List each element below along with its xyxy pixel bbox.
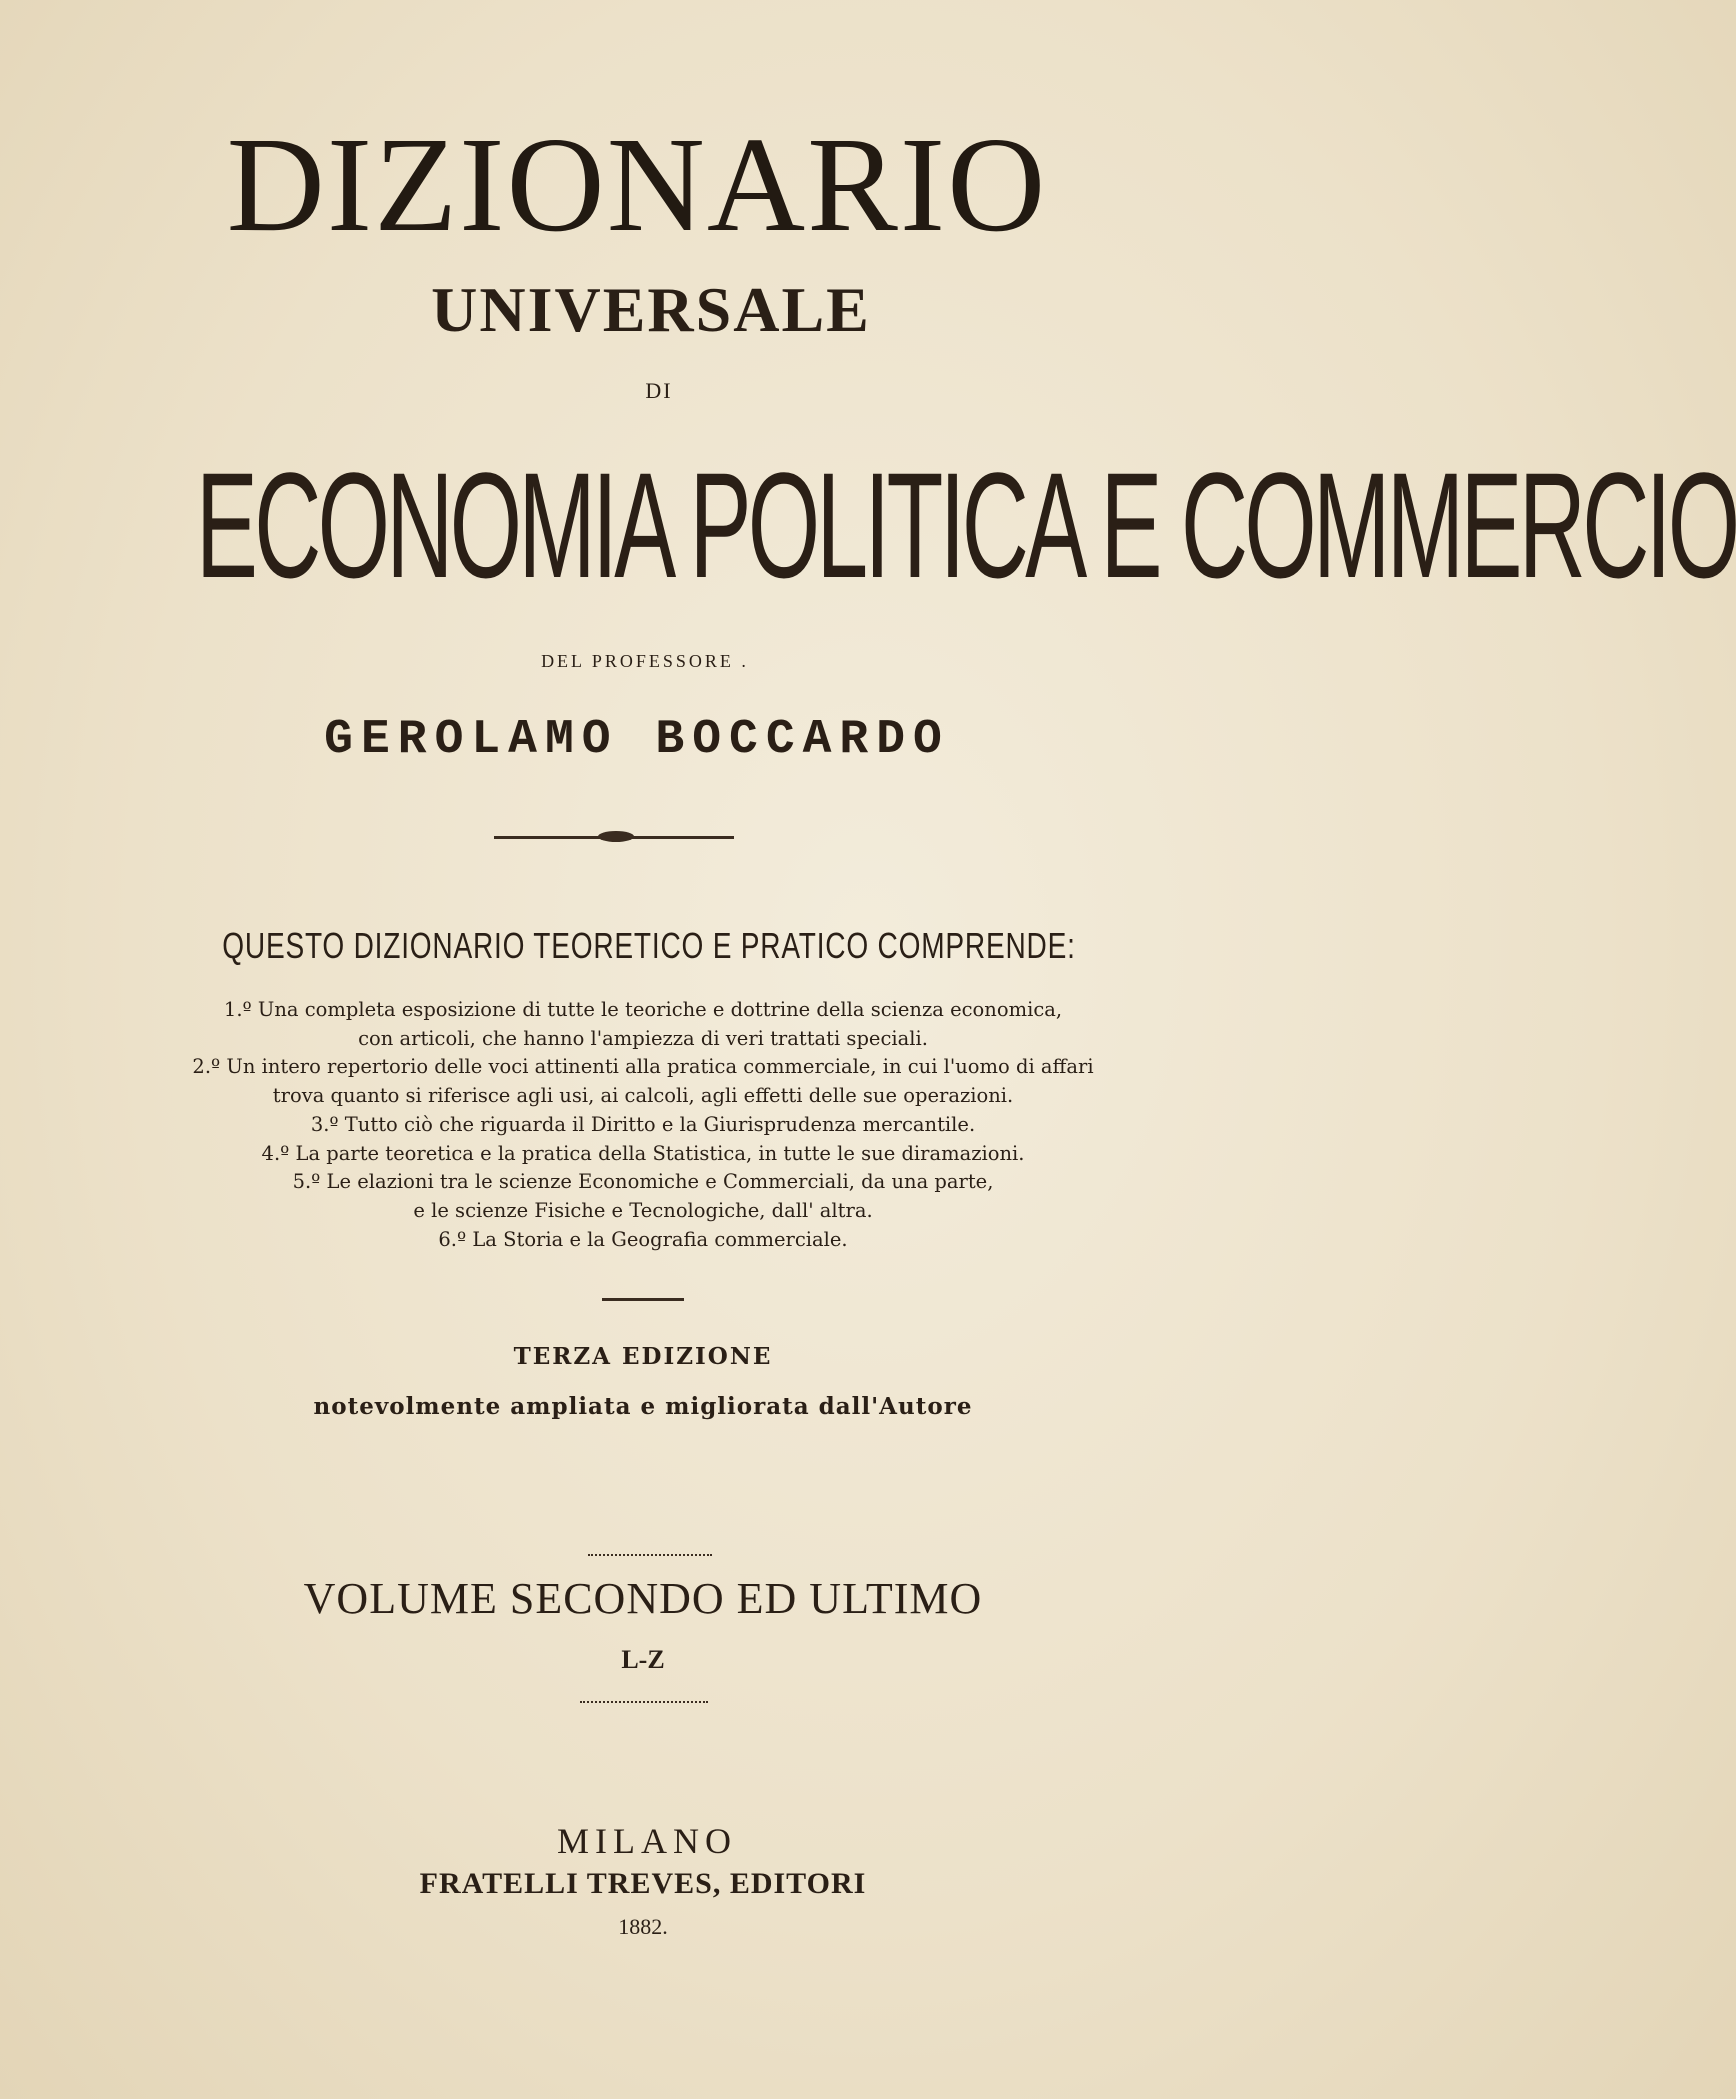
imprint-city: MILANO	[557, 1821, 737, 1861]
contents-heading: QUESTO DIZIONARIO TEORETICO E PRATICO COMPRENDE:	[222, 925, 1076, 966]
title-connector: DI	[645, 378, 673, 403]
divider-rule	[602, 1298, 684, 1301]
author-prefix: DEL PROFESSORE .	[541, 651, 749, 671]
contents-line: 2.º Un intero repertorio delle voci attinenti alla pratica commerciale, in cui l'uomo di affari	[192, 1055, 1094, 1079]
edition: TERZA EDIZIONE	[513, 1343, 773, 1370]
author-name: GEROLAMO BOCCARDO	[324, 713, 950, 767]
contents-line: 3.º Tutto ciò che riguarda il Diritto e la Giurisprudenza mercantile.	[310, 1112, 976, 1136]
subtitle: UNIVERSALE	[431, 274, 871, 345]
subject-title: ECONOMIA POLITICA E COMMERCIO	[195, 441, 1736, 609]
imprint-year: 1882.	[618, 1914, 668, 1939]
imprint-publisher: FRATELLI TREVES, EDITORI	[419, 1867, 867, 1900]
contents-line: 1.º Una completa esposizione di tutte le teoriche e dottrine della scienza economica,	[223, 998, 1063, 1021]
contents-line: 6.º La Storia e la Geografia commerciale.	[438, 1227, 848, 1251]
contents-list	[0, 996, 1410, 1254]
volume-title: VOLUME SECONDO ED ULTIMO	[303, 1574, 983, 1623]
ornamental-rule-mark	[598, 831, 634, 842]
contents-line: 5.º Le elazioni tra le scienze Economiche e Commerciali, da una parte,	[292, 1170, 994, 1194]
edition-note: notevolmente ampliata e migliorata dall'Autore	[313, 1393, 973, 1420]
contents-line: 4.º La parte teoretica e la pratica della Statistica, in tutte le sue diramazioni.	[261, 1141, 1025, 1165]
contents-line: con articoli, che hanno l'ampiezza di veri trattati speciali.	[358, 1026, 928, 1050]
main-title: DIZIONARIO	[226, 110, 1048, 260]
contents-line: trova quanto si riferisce agli usi, ai calcoli, agli effetti delle sue operazioni.	[272, 1084, 1014, 1108]
contents-line: e le scienze Fisiche e Tecnologiche, dall' altra.	[413, 1198, 873, 1222]
volume-range: L-Z	[621, 1645, 665, 1674]
dotted-rule	[580, 1701, 708, 1703]
dotted-rule	[588, 1554, 712, 1556]
